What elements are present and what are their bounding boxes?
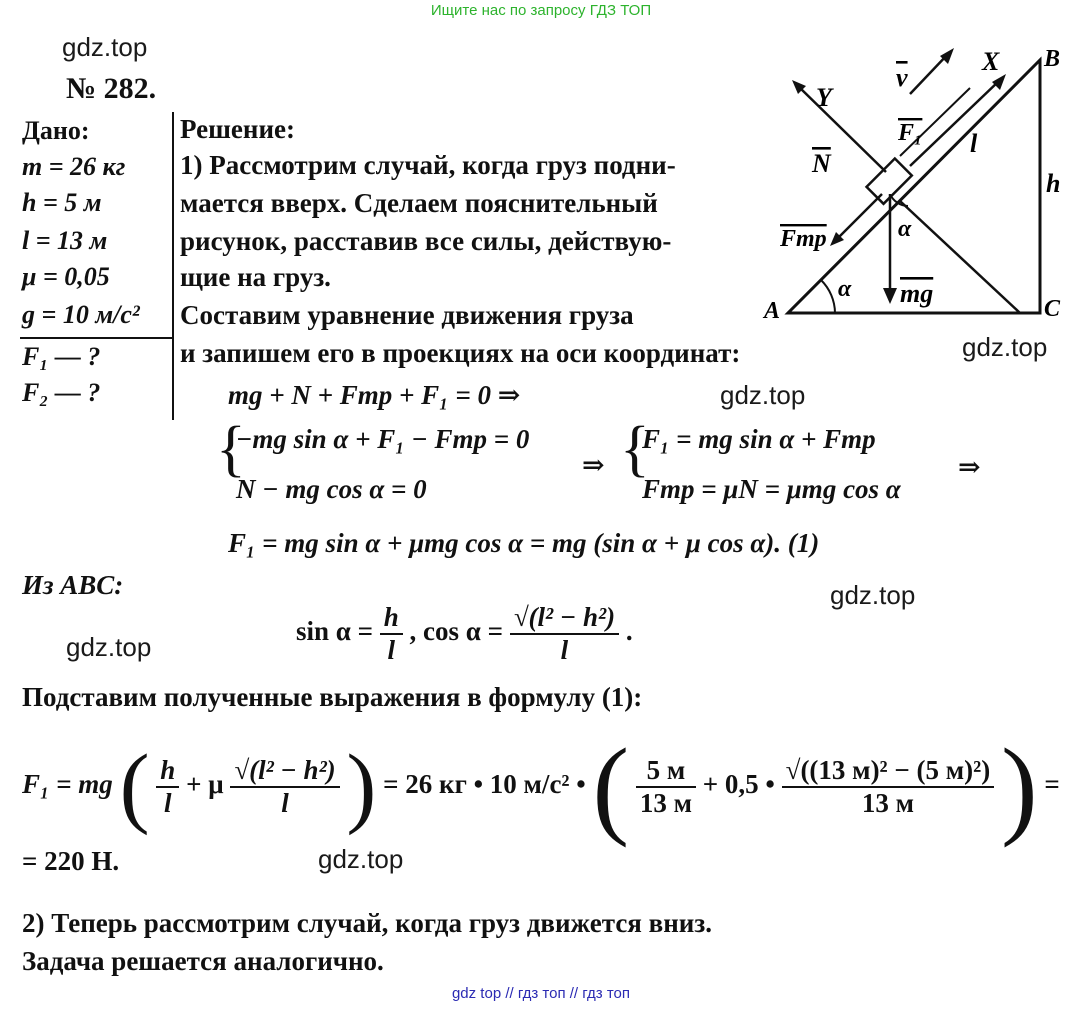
plus-mu: + μ <box>186 769 224 800</box>
sin-fraction <box>380 602 403 666</box>
given-mass: m = 26 кг <box>22 152 126 181</box>
system2-eq2: Fтр = μN = μmg cos α <box>642 474 901 504</box>
system1-eq2: N − mg cos α = 0 <box>236 474 427 504</box>
from-abc: Из ABC: <box>22 570 124 600</box>
angle-arc-a <box>821 280 835 313</box>
calc-equals: = <box>1044 769 1060 800</box>
numeric-denominator: 13 м <box>639 788 693 818</box>
numeric-root-numerator: √((13 м)² − (5 м)²) <box>782 755 995 788</box>
paren-close: ) <box>1001 726 1038 848</box>
substitute-text: Подставим полученные выражения в формулу (1): <box>22 682 643 712</box>
paren-open: ( <box>592 726 630 848</box>
given-height: h = 5 м <box>22 188 102 217</box>
cos-denominator: l <box>560 635 569 665</box>
x-axis-arrowhead <box>992 74 1006 90</box>
system1-eq1: −mg sin α + F₁ − Fтр = 0 <box>236 424 530 454</box>
case2-line1: 2) Теперь рассмотрим случай, когда груз движется вниз. <box>22 908 712 938</box>
label-v: v <box>896 63 908 92</box>
cos-numerator: √(l² − h²) <box>510 602 619 635</box>
cos-lhs: , cos α = <box>409 616 503 647</box>
sin-denominator: l <box>387 635 395 665</box>
label-l: l <box>970 129 978 158</box>
h-over-l <box>156 755 179 819</box>
incline-diagram <box>750 36 1080 336</box>
label-alpha-a: α <box>838 276 852 302</box>
label-mg: mg <box>900 279 934 308</box>
label-y: Y <box>816 83 832 112</box>
root-numerator: √(l² − h²) <box>230 755 339 788</box>
label-b: B <box>1044 46 1061 72</box>
sin-lhs: sin α = <box>296 616 373 647</box>
footer-links[interactable]: gdz top // гдз топ // гдз топ <box>451 985 631 1002</box>
label-x: X <box>982 47 1000 76</box>
case2-line2: Задача решается аналогично. <box>22 946 384 976</box>
given-friction: μ = 0,05 <box>22 262 110 291</box>
numeric-calculation <box>22 726 1060 848</box>
x-axis <box>910 80 1000 166</box>
root-denominator: l <box>281 788 289 818</box>
system-brace: { <box>216 415 246 483</box>
numeric-root-denominator: 13 м <box>861 788 915 818</box>
solution-line: щие на груз. <box>180 262 331 292</box>
numeric-numerator: 5 м <box>636 755 696 788</box>
watermark: gdz.top <box>962 332 1048 362</box>
system2-eq1: F₁ = mg sin α + Fтр <box>642 424 876 454</box>
given-length: l = 13 м <box>22 226 108 255</box>
f1-formula: F₁ = mg sin α + μmg cos α = mg (sin α + μ cos α). (1) <box>228 528 820 558</box>
search-banner[interactable]: Ищите нас по запросу ГДЗ ТОП <box>430 2 652 19</box>
label-a: A <box>764 298 781 324</box>
given-gravity: g = 10 м/с² <box>22 300 140 329</box>
label-f1: F₁ <box>898 120 923 146</box>
watermark: gdz.top <box>318 844 404 874</box>
solution-line: рисунок, расставив все силы, действую- <box>180 226 672 256</box>
trig-ratios <box>296 602 633 666</box>
implies-arrow: ⇒ <box>582 450 605 480</box>
solution-line: и запишем его в проекциях на оси координат: <box>180 338 741 368</box>
label-n: N <box>812 149 831 178</box>
root-fraction <box>230 755 339 819</box>
sin-numerator: h <box>380 602 403 635</box>
label-ftr: Fтр <box>780 226 827 252</box>
label-c: C <box>1044 296 1061 322</box>
unknown-f1: F₁ — ? <box>22 342 101 371</box>
friction-arrow <box>836 194 882 240</box>
implies-arrow: ⇒ <box>958 452 981 482</box>
h-over-l-denominator: l <box>164 788 172 818</box>
solution-line: мается вверх. Сделаем пояснительный <box>180 188 658 218</box>
result: = 220 Н. <box>22 846 120 876</box>
watermark: gdz.top <box>62 32 148 62</box>
paren-close: ) <box>346 737 377 836</box>
solution-title: Решение: <box>180 114 295 144</box>
watermark: gdz.top <box>720 380 806 410</box>
given-separator <box>172 112 174 420</box>
solution-line: Составим уравнение движения груза <box>180 300 634 330</box>
calc-plus: + 0,5 • <box>702 769 775 800</box>
watermark: gdz.top <box>830 580 916 610</box>
vector-equation: mg + N + Fтр + F₁ = 0 ⇒ <box>228 380 521 410</box>
cos-fraction <box>510 602 619 666</box>
numeric-root-fraction <box>782 755 995 819</box>
label-alpha-load: α <box>898 216 912 242</box>
gravity-arrowhead <box>883 288 897 304</box>
calc-lhs: F₁ = mg <box>22 769 113 800</box>
system-brace: { <box>620 415 650 483</box>
given-divider <box>20 337 172 339</box>
cos-end: . <box>625 616 633 647</box>
calc-mid: = 26 кг • 10 м/с² • <box>383 769 586 800</box>
solution-line: 1) Рассмотрим случай, когда груз подни- <box>180 150 676 180</box>
paren-open: ( <box>119 737 150 836</box>
label-h: h <box>1046 169 1061 198</box>
watermark: gdz.top <box>66 632 152 662</box>
given-title: Дано: <box>22 116 90 145</box>
velocity-arrow <box>910 54 948 94</box>
unknown-f2: F₂ — ? <box>22 378 101 407</box>
numeric-fraction <box>636 755 696 819</box>
problem-number: № 282. <box>66 72 157 105</box>
h-over-l-numerator: h <box>156 755 179 788</box>
